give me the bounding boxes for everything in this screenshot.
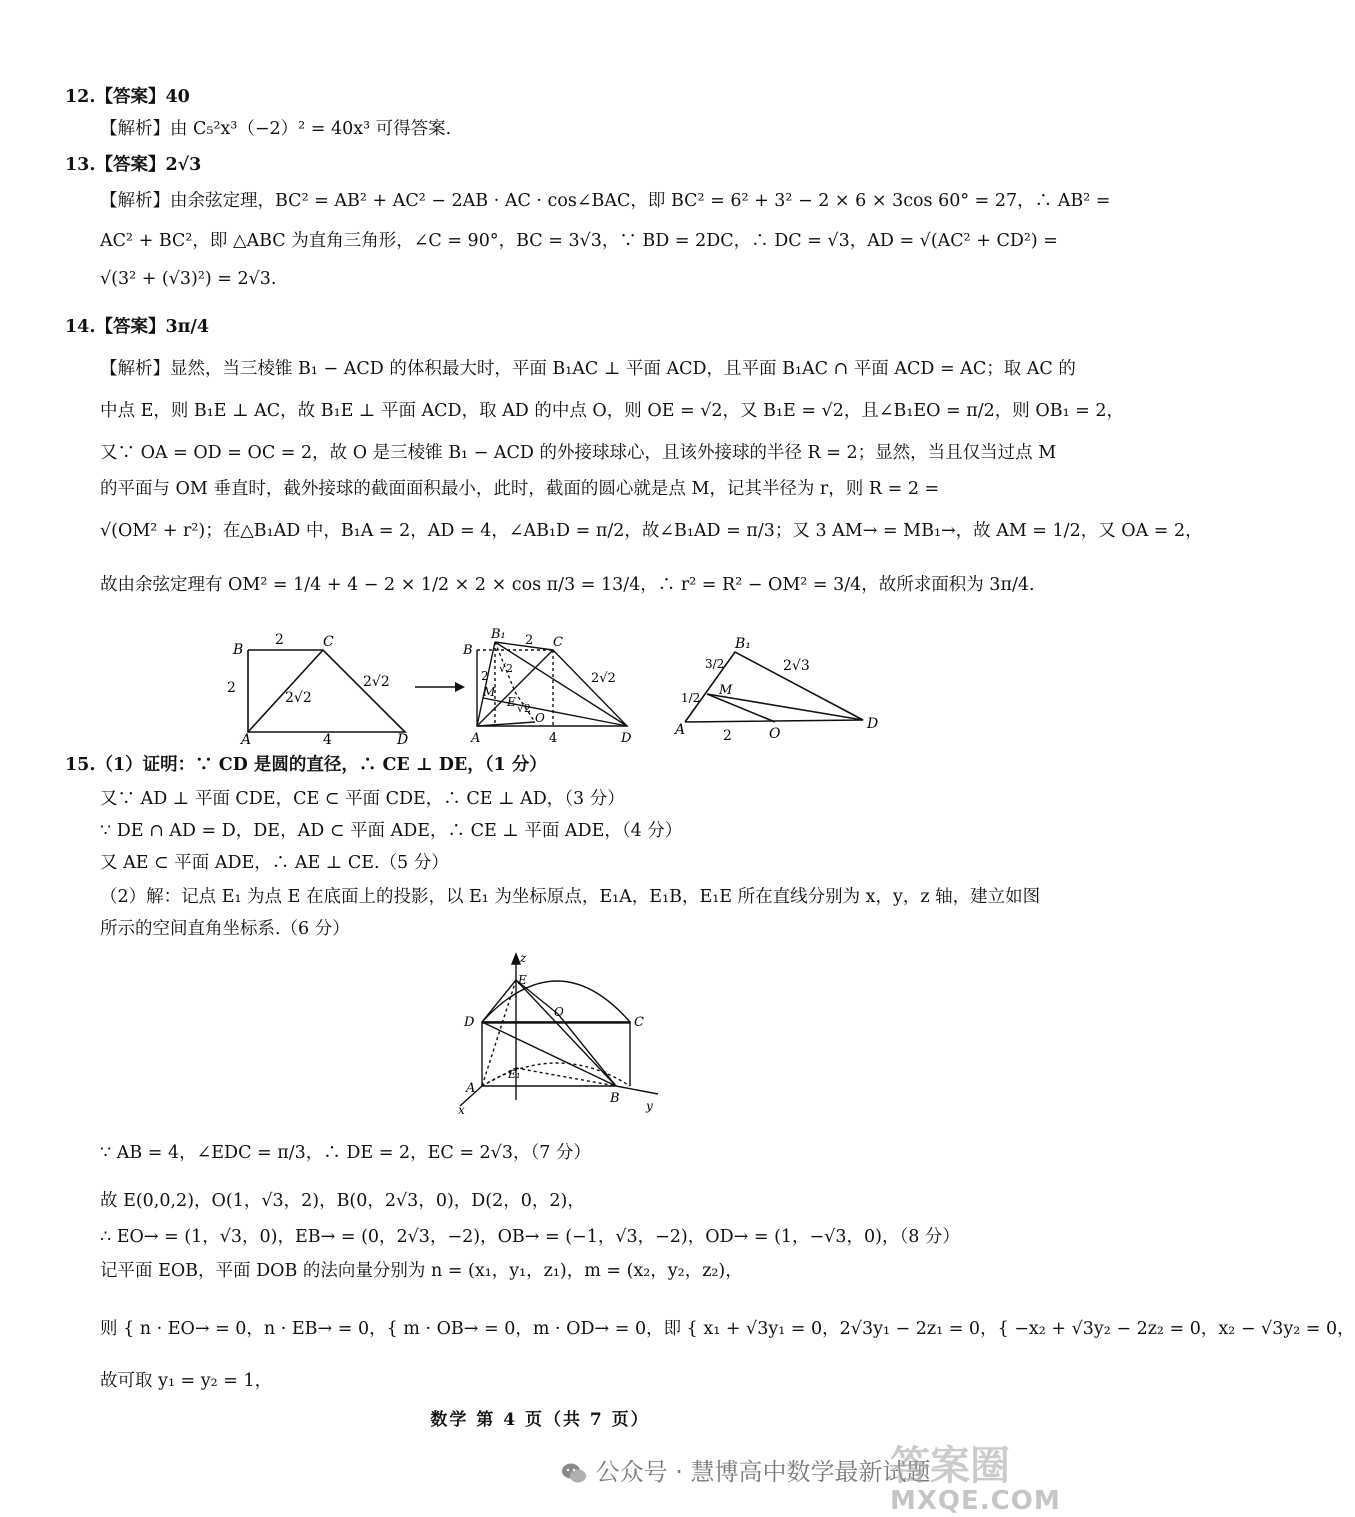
q15-line-normals: 记平面 EOB，平面 DOB 的法向量分别为 n = (x₁，y₁，z₁)，m = (x₂，y₂，z₂)，: [100, 1261, 743, 1281]
label-right-len: 2√2: [363, 674, 390, 690]
wechat-icon: [560, 1459, 588, 1487]
label-left2-mid: 2: [481, 669, 489, 683]
label-A: A: [241, 732, 252, 748]
label-E1-3d: E₁: [508, 1068, 521, 1081]
label-M-mid: M: [483, 685, 496, 699]
label-B1-right: B₁: [735, 636, 751, 652]
q15-part1-line4: 又 AE ⊂ 平面 ADE，∴ AE ⊥ CE.（5 分）: [100, 853, 449, 873]
label-C: C: [323, 634, 334, 650]
analysis-14-line4: 的平面与 OM 垂直时，截外接球的截面面积最小，此时，截面的圆心就是点 M，记其半径为 r，则 R = 2 =: [100, 479, 940, 499]
label-inner1-mid: √2: [499, 662, 514, 675]
trapezoid-diagram: [248, 650, 405, 732]
label-O-mid: O: [535, 711, 545, 725]
q15-part1-line2: 又∵ AD ⊥ 平面 CDE，CE ⊂ 平面 CDE，∴ CE ⊥ AD，（3 分）: [100, 789, 625, 809]
arrow-icon: [415, 682, 465, 692]
analysis-12: 【解析】由 C₅²x³（−2）² = 40x³ 可得答案.: [100, 119, 452, 139]
label-x: x: [458, 1103, 465, 1117]
analysis-13-line2: AC² + BC²，即 △ABC 为直角三角形，∠C = 90°，BC = 3√3，∵ BD = 2DC，∴ DC = √3，AD = √(AC² + CD²) =: [100, 231, 1058, 251]
analysis-14-line3: 又∵ OA = OD = OC = 2，故 O 是三棱锥 B₁ − ACD 的外接球球心，且该外接球的半径 R = 2；显然，当且仅当过点 M: [100, 443, 1057, 463]
label-D: D: [397, 732, 409, 748]
label-B1: B₁: [491, 627, 506, 642]
label-right-mid: 2√2: [591, 671, 616, 686]
q15-part1-line3: ∵ DE ∩ AD = D，DE，AD ⊂ 平面 ADE，∴ CE ⊥ 平面 ADE，（4 分）: [100, 821, 683, 841]
label-C-mid: C: [553, 635, 563, 650]
label-D-3d: D: [464, 1015, 475, 1030]
q15-line-points: 故 E(0,0,2)，O(1，√3，2)，B(0，2√3，0)，D(2，0，2)，: [100, 1191, 585, 1211]
label-bottom-len: 4: [323, 732, 332, 748]
q15-line-vectors: ∴ EO→ = (1，√3，0)，EB→ = (0，2√3，−2)，OB→ = (−1，√3，−2)，OD→ = (1，−√3，0)，（8 分）: [100, 1227, 960, 1247]
analysis-13-line1: 【解析】由余弦定理，BC² = AB² + AC² − 2AB · AC · cos∠BAC，即 BC² = 6² + 3² − 2 × 6 × 3cos 60° = 27，∴ AB² =: [100, 191, 1111, 211]
analysis-14-line6: 故由余弦定理有 OM² = 1/4 + 4 − 2 × 1/2 × 2 × cos π/3 = 13/4，∴ r² = R² − OM² = 3/4，故所求面积为 3π/4.: [100, 575, 1035, 595]
analysis-14-line1: 【解析】显然，当三棱锥 B₁ − ACD 的体积最大时，平面 B₁AC ⊥ 平面 ACD，且平面 B₁AC ∩ 平面 ACD = AC；取 AC 的: [100, 359, 1076, 379]
label-base: 2: [723, 728, 732, 744]
label-side-len: 2: [227, 680, 236, 696]
label-A-mid: A: [471, 731, 481, 746]
q15-line-choose: 故可取 y₁ = y₂ = 1，: [100, 1371, 273, 1391]
answer-12: 12.【答案】40: [65, 87, 190, 107]
label-O-right: O: [769, 726, 781, 742]
label-top-mid: 2: [525, 633, 534, 648]
page-footer: 数学 第 4 页（共 7 页）: [430, 1410, 650, 1430]
watermark-account: 公众号 · 慧博高中数学最新试题: [595, 1458, 931, 1486]
answer-14: 14.【答案】3π/4: [65, 317, 209, 337]
figure-15-3d: [448, 950, 668, 1115]
label-B-mid: B: [463, 643, 473, 658]
analysis-14-line5: √(OM² + r²)；在△B₁AD 中，B₁A = 2，AD = 4，∠AB₁D = π/2，故∠B₁AD = π/3；又 3 AM→ = MB₁→，故 AM = 1/2，又 OA = 2，: [100, 521, 1203, 541]
label-E-3d: E: [518, 973, 527, 987]
q15-line-system: 则 { n · EO→ = 0，n · EB→ = 0，{ m · OB→ = 0，m · OD→ = 0，即 { x₁ + √3y₁ = 0，2√3y₁ − 2z₁ = 0，{ −x₂ + √3y₂ − 2z₂ = 0，x₂ − √3y₂ = 0，: [100, 1319, 1355, 1339]
label-hyp: 2√3: [783, 658, 810, 674]
label-bottom-mid: 4: [549, 731, 558, 746]
label-D-right: D: [867, 716, 879, 732]
label-diag-len: 2√2: [285, 690, 312, 706]
q15-part2-line1: （2）解：记点 E₁ 为点 E 在底面上的投影，以 E₁ 为坐标原点，E₁A，E₁B，E₁E 所在直线分别为 x，y，z 轴，建立如图: [100, 887, 1041, 907]
analysis-14-line2: 中点 E，则 B₁E ⊥ AC，故 B₁E ⊥ 平面 ACD，取 AD 的中点 O，则 OE = √2，又 B₁E = √2，且∠B₁EO = π/2，则 OB₁ = 2，: [100, 401, 1125, 421]
label-B: B: [233, 642, 244, 658]
label-E-mid: E: [507, 695, 516, 709]
label-frac-top: 3/2: [705, 657, 725, 671]
label-inner2-mid: √2: [517, 702, 532, 715]
label-B-3d: B: [610, 1091, 620, 1106]
q15-line-ab: ∵ AB = 4，∠EDC = π/3，∴ DE = 2，EC = 2√3，（7 分）: [100, 1143, 591, 1163]
watermark: [560, 1443, 1061, 1516]
figure-14-diagrams: [215, 627, 895, 748]
label-y: y: [646, 1099, 653, 1113]
label-M-right: M: [719, 683, 733, 698]
label-top-len: 2: [275, 632, 284, 648]
label-A-3d: A: [466, 1081, 476, 1096]
answer-13: 13.【答案】2√3: [65, 155, 202, 175]
analysis-13-line3: √(3² + (√3)²) = 2√3.: [100, 269, 277, 289]
q15-part2-line2: 所示的空间直角坐标系.（6 分）: [100, 919, 350, 939]
label-D-mid: D: [621, 731, 632, 746]
label-A-right: A: [675, 722, 686, 738]
watermark-url: MXQE.COM: [890, 1486, 1061, 1516]
q15-part1-line1: 15.（1）证明：∵ CD 是圆的直径，∴ CE ⊥ DE，（1 分）: [65, 755, 547, 775]
label-frac-bot: 1/2: [681, 691, 701, 705]
label-C-3d: C: [634, 1015, 644, 1030]
watermark-logo: 答案圈: [890, 1443, 1010, 1489]
label-z: z: [520, 951, 527, 965]
label-O-3d: O: [554, 1005, 564, 1019]
